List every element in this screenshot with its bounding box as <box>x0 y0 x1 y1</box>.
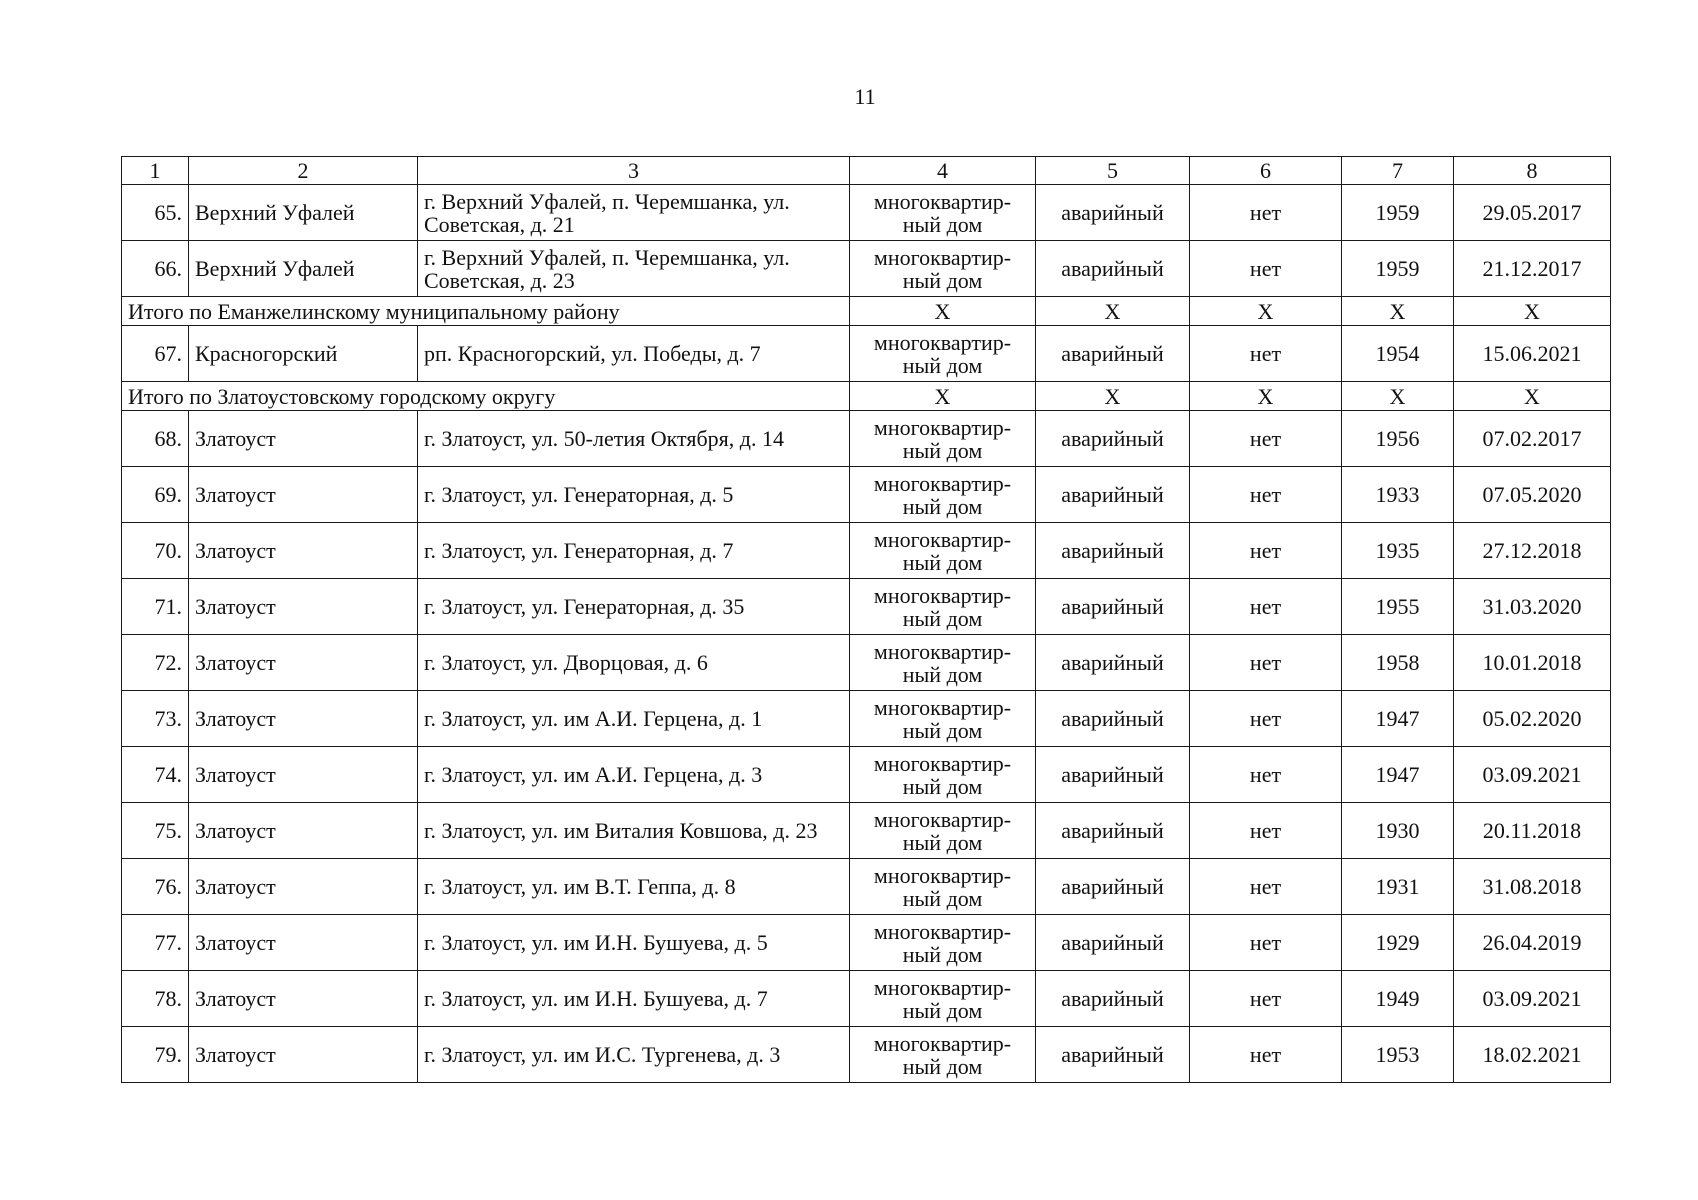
date-cell: 29.05.2017 <box>1454 185 1611 241</box>
date-cell: 31.03.2020 <box>1454 579 1611 635</box>
subtotal-row <box>122 382 1611 411</box>
settlement-cell: Златоуст <box>189 579 418 635</box>
building-type-cell <box>850 579 1036 635</box>
date-cell: 27.12.2018 <box>1454 523 1611 579</box>
address-cell: г. Верхний Уфалей, п. Черемшанка, ул. Советская, д. 23 <box>418 241 850 297</box>
building-type-line: многоквартир- <box>873 862 1012 888</box>
date-cell: 15.06.2021 <box>1454 326 1611 382</box>
condition-cell: аварийный <box>1036 691 1190 747</box>
building-type-line: ный дом <box>902 352 983 378</box>
table-row <box>122 241 1611 297</box>
date-cell: 10.01.2018 <box>1454 635 1611 691</box>
row-number: 73. <box>122 691 189 747</box>
building-type-cell <box>850 859 1036 915</box>
settlement-cell: Златоуст <box>189 971 418 1027</box>
building-type-line: ный дом <box>902 717 983 743</box>
table-row <box>122 1027 1611 1083</box>
row-number: 74. <box>122 747 189 803</box>
subtotal-mark: Х <box>1190 297 1342 326</box>
date-cell: 05.02.2020 <box>1454 691 1611 747</box>
building-type-cell <box>850 467 1036 523</box>
building-type-cell <box>850 1027 1036 1083</box>
column-number: 1 <box>122 157 189 185</box>
address-cell: г. Златоуст, ул. им И.Н. Бушуева, д. 5 <box>418 915 850 971</box>
building-type-line: многоквартир- <box>873 1030 1012 1056</box>
date-cell: 07.02.2017 <box>1454 411 1611 467</box>
building-type-line: многоквартир- <box>873 582 1012 608</box>
flag-cell: нет <box>1190 467 1342 523</box>
date-cell: 03.09.2021 <box>1454 971 1611 1027</box>
subtotal-mark: Х <box>1342 297 1454 326</box>
row-number: 69. <box>122 467 189 523</box>
year-cell: 1958 <box>1342 635 1454 691</box>
date-cell: 03.09.2021 <box>1454 747 1611 803</box>
building-type-line: ный дом <box>902 549 983 575</box>
row-number: 79. <box>122 1027 189 1083</box>
address-cell: г. Златоуст, ул. им И.Н. Бушуева, д. 7 <box>418 971 850 1027</box>
flag-cell: нет <box>1190 411 1342 467</box>
year-cell: 1947 <box>1342 691 1454 747</box>
settlement-cell: Златоуст <box>189 523 418 579</box>
column-number: 6 <box>1190 157 1342 185</box>
building-type-line: многоквартир- <box>873 329 1012 355</box>
year-cell: 1929 <box>1342 915 1454 971</box>
housing-registry-table <box>121 156 1611 1083</box>
row-number: 71. <box>122 579 189 635</box>
building-type-cell <box>850 803 1036 859</box>
row-number: 77. <box>122 915 189 971</box>
building-type-line: многоквартир- <box>873 188 1012 214</box>
building-type-line: многоквартир- <box>873 750 1012 776</box>
building-type-cell <box>850 971 1036 1027</box>
column-number: 8 <box>1454 157 1611 185</box>
address-cell: рп. Красногорский, ул. Победы, д. 7 <box>418 326 850 382</box>
flag-cell: нет <box>1190 185 1342 241</box>
table-row <box>122 747 1611 803</box>
building-type-line: многоквартир- <box>873 806 1012 832</box>
table-row <box>122 411 1611 467</box>
subtotal-mark: Х <box>1342 382 1454 411</box>
subtotal-mark: Х <box>1036 297 1190 326</box>
year-cell: 1959 <box>1342 241 1454 297</box>
year-cell: 1956 <box>1342 411 1454 467</box>
building-type-line: ный дом <box>902 941 983 967</box>
condition-cell: аварийный <box>1036 523 1190 579</box>
date-cell: 07.05.2020 <box>1454 467 1611 523</box>
row-number: 68. <box>122 411 189 467</box>
settlement-cell: Красногорский <box>189 326 418 382</box>
condition-cell: аварийный <box>1036 579 1190 635</box>
condition-cell: аварийный <box>1036 241 1190 297</box>
table-body <box>122 157 1611 1083</box>
flag-cell: нет <box>1190 747 1342 803</box>
address-cell: г. Златоуст, ул. им А.И. Герцена, д. 1 <box>418 691 850 747</box>
year-cell: 1949 <box>1342 971 1454 1027</box>
building-type-cell <box>850 915 1036 971</box>
year-cell: 1935 <box>1342 523 1454 579</box>
year-cell: 1954 <box>1342 326 1454 382</box>
settlement-cell: Златоуст <box>189 859 418 915</box>
settlement-cell: Верхний Уфалей <box>189 241 418 297</box>
column-number: 3 <box>418 157 850 185</box>
table-row <box>122 326 1611 382</box>
building-type-cell <box>850 747 1036 803</box>
table-row <box>122 185 1611 241</box>
building-type-cell <box>850 185 1036 241</box>
building-type-line: ный дом <box>902 661 983 687</box>
address-cell: г. Златоуст, ул. Генераторная, д. 35 <box>418 579 850 635</box>
subtotal-label: Итого по Еманжелинскому муниципальному району <box>122 297 850 326</box>
building-type-cell <box>850 326 1036 382</box>
building-type-line: ный дом <box>902 605 983 631</box>
date-cell: 20.11.2018 <box>1454 803 1611 859</box>
building-type-line: многоквартир- <box>873 694 1012 720</box>
subtotal-mark: Х <box>1454 382 1611 411</box>
address-cell: г. Златоуст, ул. Генераторная, д. 7 <box>418 523 850 579</box>
row-number: 67. <box>122 326 189 382</box>
condition-cell: аварийный <box>1036 411 1190 467</box>
flag-cell: нет <box>1190 803 1342 859</box>
flag-cell: нет <box>1190 241 1342 297</box>
condition-cell: аварийный <box>1036 635 1190 691</box>
settlement-cell: Златоуст <box>189 691 418 747</box>
building-type-cell <box>850 523 1036 579</box>
flag-cell: нет <box>1190 635 1342 691</box>
row-number: 65. <box>122 185 189 241</box>
table-row <box>122 691 1611 747</box>
column-number: 4 <box>850 157 1036 185</box>
building-type-line: ный дом <box>902 1053 983 1079</box>
table-row <box>122 915 1611 971</box>
building-type-line: многоквартир- <box>873 526 1012 552</box>
flag-cell: нет <box>1190 1027 1342 1083</box>
address-cell: г. Верхний Уфалей, п. Черемшанка, ул. Советская, д. 21 <box>418 185 850 241</box>
building-type-line: ный дом <box>902 437 983 463</box>
building-type-line: ный дом <box>902 267 983 293</box>
table-row <box>122 523 1611 579</box>
settlement-cell: Златоуст <box>189 747 418 803</box>
subtotal-mark: Х <box>1454 297 1611 326</box>
condition-cell: аварийный <box>1036 185 1190 241</box>
table-row <box>122 467 1611 523</box>
column-number: 7 <box>1342 157 1454 185</box>
year-cell: 1930 <box>1342 803 1454 859</box>
table-row <box>122 579 1611 635</box>
table-row <box>122 635 1611 691</box>
settlement-cell: Златоуст <box>189 915 418 971</box>
row-number: 70. <box>122 523 189 579</box>
building-type-line: многоквартир- <box>873 638 1012 664</box>
address-cell: г. Златоуст, ул. им Виталия Ковшова, д. 23 <box>418 803 850 859</box>
subtotal-mark: Х <box>850 297 1036 326</box>
date-cell: 26.04.2019 <box>1454 915 1611 971</box>
flag-cell: нет <box>1190 971 1342 1027</box>
condition-cell: аварийный <box>1036 747 1190 803</box>
year-cell: 1931 <box>1342 859 1454 915</box>
building-type-line: многоквартир- <box>873 918 1012 944</box>
row-number: 78. <box>122 971 189 1027</box>
address-cell: г. Златоуст, ул. Генераторная, д. 5 <box>418 467 850 523</box>
year-cell: 1959 <box>1342 185 1454 241</box>
address-cell: г. Златоуст, ул. им И.С. Тургенева, д. 3 <box>418 1027 850 1083</box>
subtotal-mark: Х <box>850 382 1036 411</box>
flag-cell: нет <box>1190 523 1342 579</box>
settlement-cell: Златоуст <box>189 635 418 691</box>
address-cell: г. Златоуст, ул. им В.Т. Геппа, д. 8 <box>418 859 850 915</box>
flag-cell: нет <box>1190 326 1342 382</box>
row-number: 75. <box>122 803 189 859</box>
row-number: 76. <box>122 859 189 915</box>
year-cell: 1933 <box>1342 467 1454 523</box>
date-cell: 21.12.2017 <box>1454 241 1611 297</box>
year-cell: 1955 <box>1342 579 1454 635</box>
address-cell: г. Златоуст, ул. им А.И. Герцена, д. 3 <box>418 747 850 803</box>
building-type-line: многоквартир- <box>873 244 1012 270</box>
year-cell: 1947 <box>1342 747 1454 803</box>
condition-cell: аварийный <box>1036 859 1190 915</box>
building-type-line: ный дом <box>902 773 983 799</box>
settlement-cell: Златоуст <box>189 467 418 523</box>
row-number: 66. <box>122 241 189 297</box>
settlement-cell: Златоуст <box>189 1027 418 1083</box>
date-cell: 18.02.2021 <box>1454 1027 1611 1083</box>
building-type-line: многоквартир- <box>873 470 1012 496</box>
date-cell: 31.08.2018 <box>1454 859 1611 915</box>
flag-cell: нет <box>1190 691 1342 747</box>
building-type-cell <box>850 411 1036 467</box>
row-number: 72. <box>122 635 189 691</box>
building-type-cell <box>850 241 1036 297</box>
column-number-row <box>122 157 1611 185</box>
flag-cell: нет <box>1190 579 1342 635</box>
subtotal-mark: Х <box>1190 382 1342 411</box>
condition-cell: аварийный <box>1036 971 1190 1027</box>
building-type-line: многоквартир- <box>873 974 1012 1000</box>
building-type-line: ный дом <box>902 997 983 1023</box>
building-type-line: ный дом <box>902 829 983 855</box>
condition-cell: аварийный <box>1036 467 1190 523</box>
page-number: 11 <box>854 84 876 109</box>
subtotal-label: Итого по Златоустовскому городскому округу <box>122 382 850 411</box>
settlement-cell: Златоуст <box>189 803 418 859</box>
building-type-line: многоквартир- <box>873 414 1012 440</box>
column-number: 2 <box>189 157 418 185</box>
subtotal-mark: Х <box>1036 382 1190 411</box>
building-type-line: ный дом <box>902 211 983 237</box>
column-number: 5 <box>1036 157 1190 185</box>
condition-cell: аварийный <box>1036 1027 1190 1083</box>
condition-cell: аварийный <box>1036 326 1190 382</box>
flag-cell: нет <box>1190 915 1342 971</box>
subtotal-row <box>122 297 1611 326</box>
year-cell: 1953 <box>1342 1027 1454 1083</box>
building-type-line: ный дом <box>902 885 983 911</box>
building-type-cell <box>850 691 1036 747</box>
building-type-line: ный дом <box>902 493 983 519</box>
settlement-cell: Златоуст <box>189 411 418 467</box>
condition-cell: аварийный <box>1036 803 1190 859</box>
table-row <box>122 803 1611 859</box>
condition-cell: аварийный <box>1036 915 1190 971</box>
building-type-cell <box>850 635 1036 691</box>
flag-cell: нет <box>1190 859 1342 915</box>
table-row <box>122 859 1611 915</box>
address-cell: г. Златоуст, ул. Дворцовая, д. 6 <box>418 635 850 691</box>
address-cell: г. Златоуст, ул. 50-летия Октября, д. 14 <box>418 411 850 467</box>
table-row <box>122 971 1611 1027</box>
settlement-cell: Верхний Уфалей <box>189 185 418 241</box>
